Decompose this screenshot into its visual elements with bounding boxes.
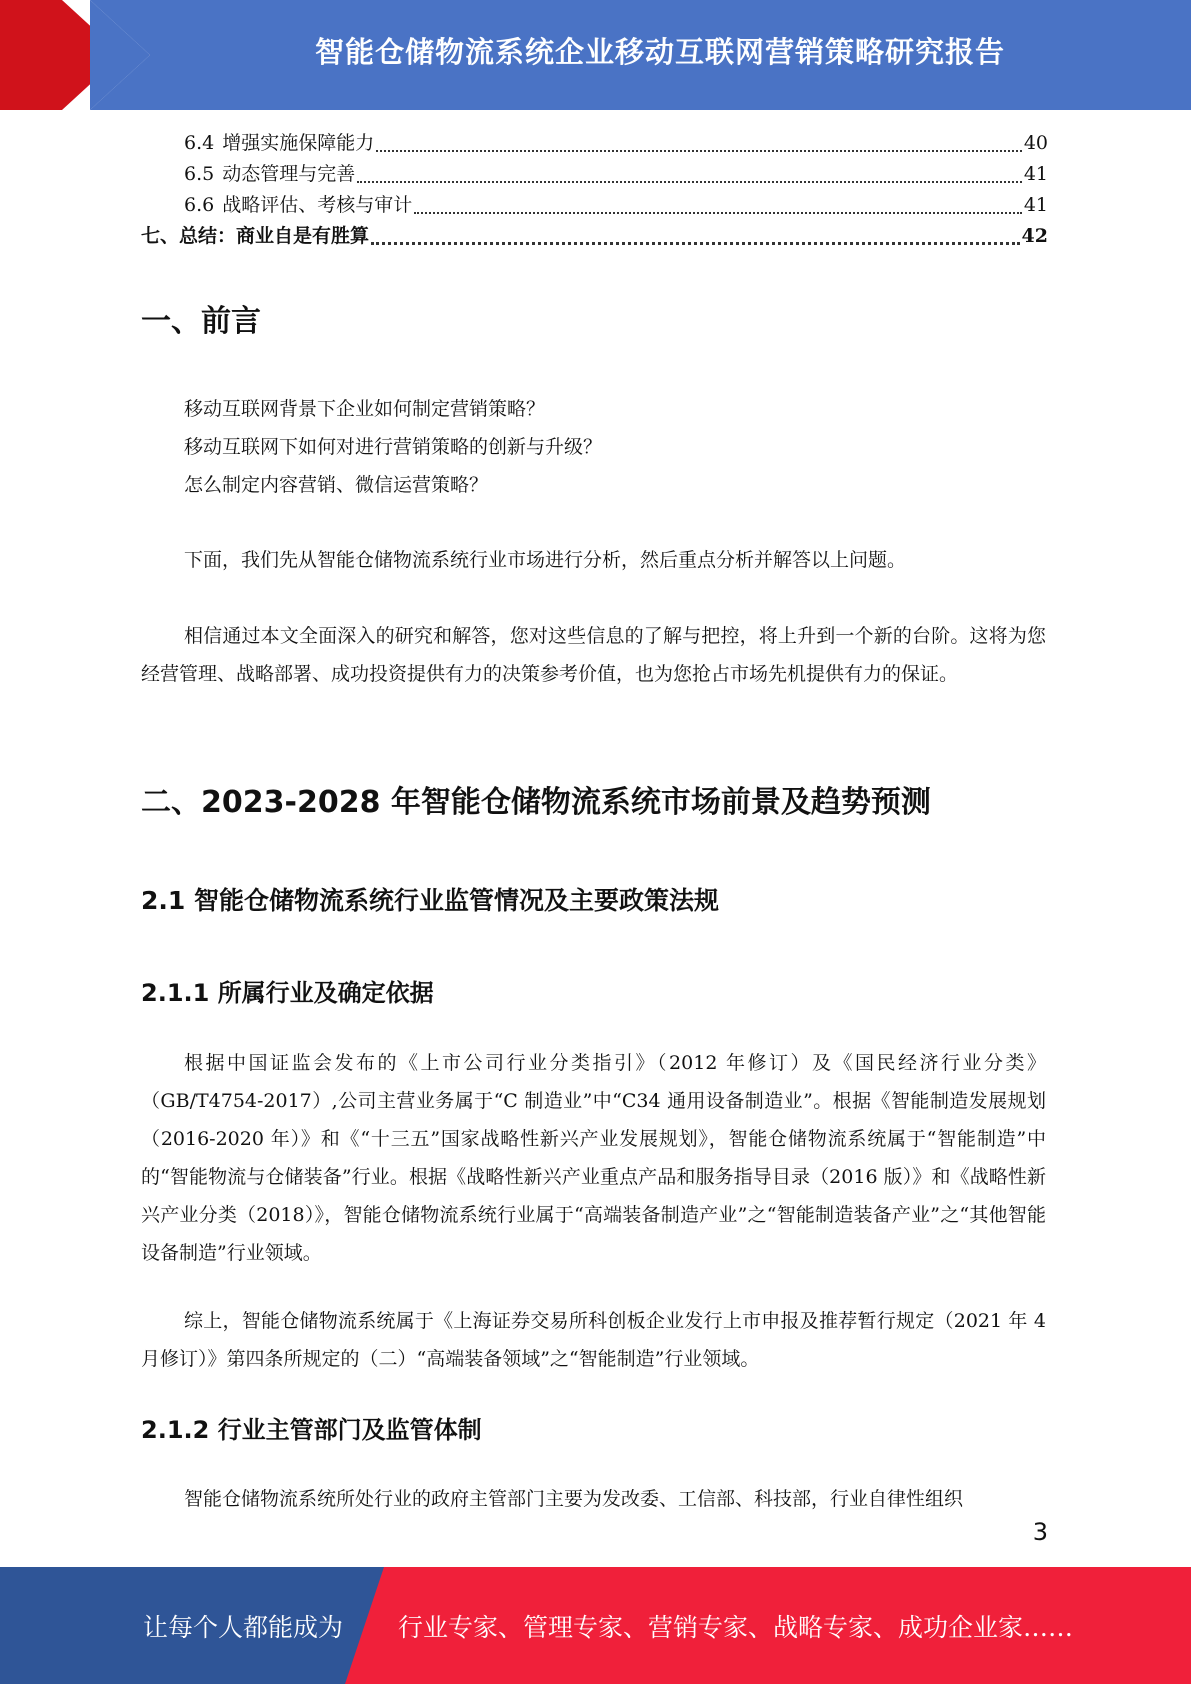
toc-item-label: 增强实施保障能力 xyxy=(222,132,375,154)
subsubsection-heading: 2.1.2 行业主管部门及监管体制 xyxy=(141,1416,482,1444)
section-heading: 二、2023-2028 年智能仓储物流系统市场前景及趋势预测 xyxy=(141,785,931,820)
footer-slogan-left: 让每个人都能成为 xyxy=(143,1612,344,1642)
toc-item-number: 6.6 xyxy=(184,194,215,216)
question-line: 移动互联网背景下企业如何制定营销策略？ xyxy=(184,398,546,420)
table-of-contents xyxy=(141,128,1048,252)
toc-item-page: 42 xyxy=(1021,225,1048,247)
question-line: 移动互联网下如何对进行营销策略的创新与升级？ xyxy=(184,436,603,458)
paragraph: 根据中国证监会发布的《上市公司行业分类指引》（2012 年修订）及《国民经济行业分类》（GB/T4754-2017）,公司主营业务属于“C 制造业”中“C34 通用设备制造业”。根据《智能制造发展规划（2016-2020 年）》和《“十三五”国家战略性新兴产业发展规划》，智能仓储物流系统属于“智能制造”中的“智能物流与仓储装备”行业。根据《战略性新兴产业重点产品和服务指导目录（2016 版）》和《战略性新兴产业分类（2018）》，智能仓储物流系统行业属于“高端装备制造产业”之“智能制造装备产业”之“其他智能设备制造”行业领域。 xyxy=(141,1052,1046,1264)
toc-item-number: 6.5 xyxy=(184,163,215,185)
toc-item[interactable] xyxy=(141,190,1048,221)
header-banner xyxy=(0,0,1191,110)
page-number: 3 xyxy=(1032,1518,1048,1546)
toc-leader xyxy=(376,150,1022,152)
subsubsection-heading: 2.1.1 所属行业及确定依据 xyxy=(141,979,434,1007)
toc-item[interactable] xyxy=(141,128,1048,159)
toc-leader xyxy=(371,242,1020,245)
toc-item-page: 41 xyxy=(1023,163,1048,185)
toc-item[interactable] xyxy=(141,221,1048,252)
footer-slogan-right: 行业专家、管理专家、营销专家、战略专家、成功企业家…… xyxy=(398,1612,1074,1642)
subsection-heading: 2.1 智能仓储物流系统行业监管情况及主要政策法规 xyxy=(141,886,719,915)
toc-item-label: 七、总结：商业自是有胜算 xyxy=(141,225,370,247)
section-heading: 一、前言 xyxy=(141,304,261,339)
footer-banner xyxy=(0,1567,1191,1684)
toc-leader xyxy=(414,212,1022,214)
paragraph: 智能仓储物流系统所处行业的政府主管部门主要为发改委、工信部、科技部，行业自律性组织 xyxy=(184,1488,964,1510)
paragraph: 综上，智能仓储物流系统属于《上海证券交易所科创板企业发行上市申报及推荐暂行规定（2021 年 4 月修订）》第四条所规定的（二）“高端装备领域”之“智能制造”行业领域。 xyxy=(141,1310,1046,1370)
question-line: 怎么制定内容营销、微信运营策略？ xyxy=(184,474,489,496)
toc-item-label: 动态管理与完善 xyxy=(222,163,356,185)
paragraph: 相信通过本文全面深入的研究和解答，您对这些信息的了解与把控，将上升到一个新的台阶。这将为您经营管理、战略部署、成功投资提供有力的决策参考价值，也为您抢占市场先机提供有力的保证。 xyxy=(141,625,1046,685)
toc-item-page: 40 xyxy=(1023,132,1048,154)
paragraph: 下面，我们先从智能仓储物流系统行业市场进行分析，然后重点分析并解答以上问题。 xyxy=(184,549,907,571)
toc-item-number: 6.4 xyxy=(184,132,215,154)
toc-item-page: 41 xyxy=(1023,194,1048,216)
header-arrow-logo xyxy=(0,0,150,110)
toc-item[interactable] xyxy=(141,159,1048,190)
toc-item-label: 战略评估、考核与审计 xyxy=(222,194,413,216)
report-title: 智能仓储物流系统企业移动互联网营销策略研究报告 xyxy=(314,34,1005,69)
toc-leader xyxy=(357,181,1022,183)
